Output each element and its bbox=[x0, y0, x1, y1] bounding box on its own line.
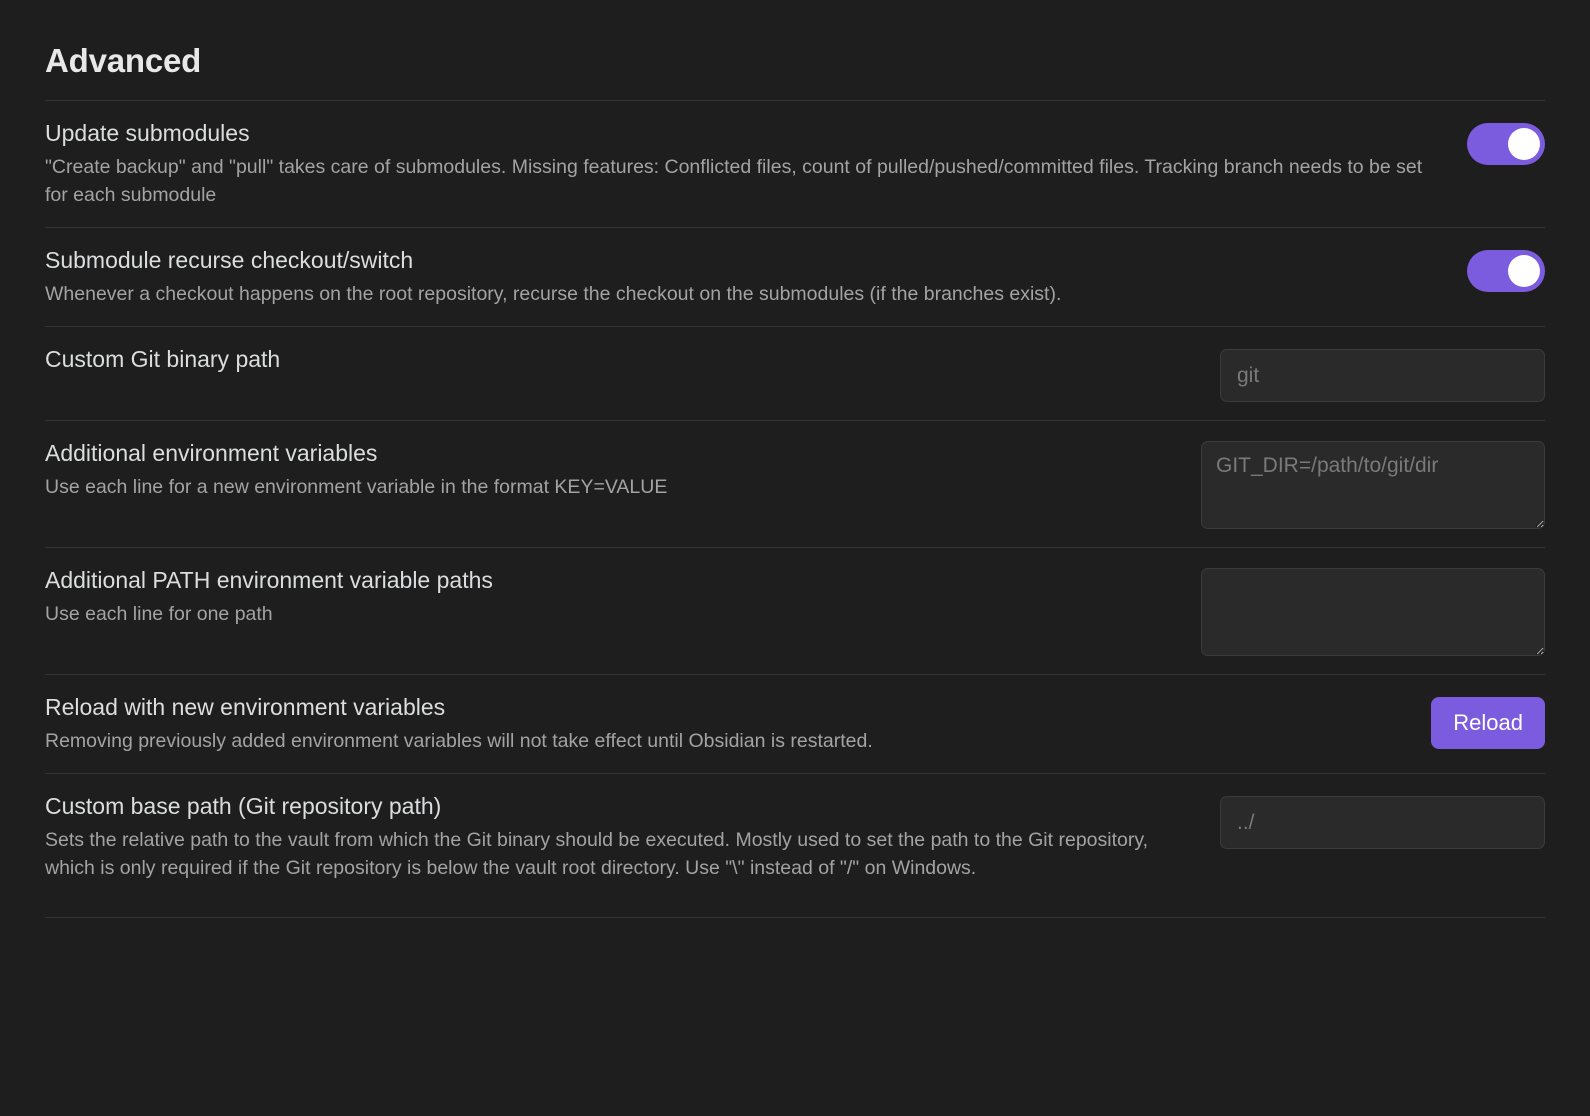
setting-info bbox=[45, 792, 1196, 882]
toggle-knob-icon bbox=[1508, 255, 1540, 287]
setting-info bbox=[45, 246, 1443, 308]
toggle-submodule-recurse-checkout[interactable] bbox=[1467, 250, 1545, 292]
setting-name: Custom Git binary path bbox=[45, 346, 281, 373]
setting-description: Use each line for a new environment variable in the format KEY=VALUE bbox=[45, 476, 668, 499]
setting-row-update-submodules bbox=[45, 100, 1545, 227]
setting-row-submodule-recurse-checkout bbox=[45, 227, 1545, 326]
setting-control bbox=[1220, 345, 1545, 402]
setting-info bbox=[45, 693, 1407, 755]
page-title: Advanced bbox=[45, 42, 202, 79]
setting-info bbox=[45, 345, 1196, 379]
toggle-knob-icon bbox=[1508, 128, 1540, 160]
reload-button[interactable]: Reload bbox=[1431, 697, 1545, 749]
setting-description: Removing previously added environment variables will not take effect until Obsidian is restarted. bbox=[45, 730, 873, 753]
setting-row-additional-environment-variables bbox=[45, 420, 1545, 547]
additional-path-environment-variable-paths-textarea[interactable] bbox=[1201, 568, 1545, 656]
setting-control bbox=[1467, 119, 1545, 165]
setting-description: Whenever a checkout happens on the root repository, recurse the checkout on the submodules (if the branches exist). bbox=[45, 283, 1062, 306]
setting-control bbox=[1201, 566, 1545, 656]
setting-name: Custom base path (Git repository path) bbox=[45, 793, 442, 820]
setting-control bbox=[1431, 693, 1545, 749]
custom-git-binary-path-input[interactable] bbox=[1220, 349, 1545, 402]
setting-row-additional-path-environment-variable-paths bbox=[45, 547, 1545, 674]
divider bbox=[45, 917, 1545, 918]
toggle-update-submodules[interactable] bbox=[1467, 123, 1545, 165]
setting-row-reload-with-new-environment-variables bbox=[45, 674, 1545, 773]
setting-name: Submodule recurse checkout/switch bbox=[45, 247, 414, 274]
custom-base-path-input[interactable] bbox=[1220, 796, 1545, 849]
setting-control bbox=[1201, 439, 1545, 529]
setting-description: Sets the relative path to the vault from which the Git binary should be executed. Mostly used to set the path to the Git repository, which is only required if the Git repository is below the vault root directory. Use "\" instead of "/" on Windows. bbox=[45, 829, 1149, 880]
setting-info bbox=[45, 566, 1177, 628]
setting-info bbox=[45, 119, 1443, 209]
setting-row-custom-git-binary-path bbox=[45, 326, 1545, 420]
setting-row-custom-base-path bbox=[45, 773, 1545, 900]
setting-description: Use each line for one path bbox=[45, 603, 273, 626]
setting-description: "Create backup" and "pull" takes care of submodules. Missing features: Conflicted files, count of pulled/pushed/committed files. Tracking branch needs to be set for each submodule bbox=[45, 155, 1423, 207]
setting-name: Additional environment variables bbox=[45, 440, 378, 467]
setting-name: Reload with new environment variables bbox=[45, 694, 446, 721]
additional-environment-variables-textarea[interactable] bbox=[1201, 441, 1545, 529]
setting-control bbox=[1467, 246, 1545, 292]
setting-info bbox=[45, 439, 1177, 501]
setting-control bbox=[1220, 792, 1545, 849]
setting-name: Additional PATH environment variable paths bbox=[45, 567, 493, 594]
setting-name: Update submodules bbox=[45, 120, 250, 146]
